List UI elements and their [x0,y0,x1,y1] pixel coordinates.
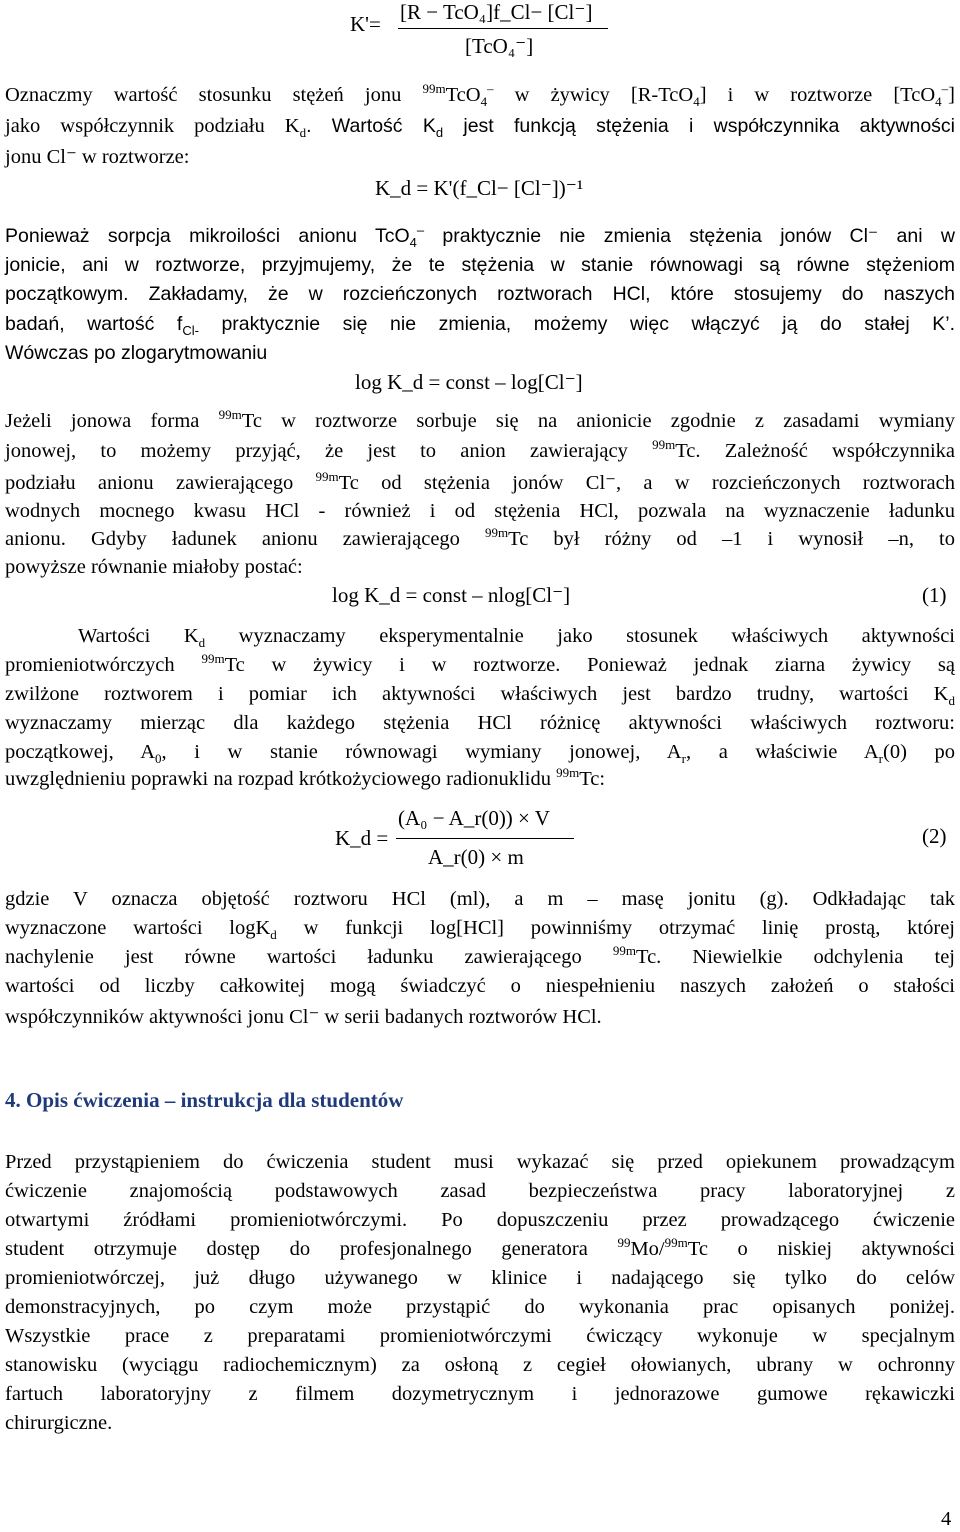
paragraph-6-line-7: Wszystkie prace z preparatami promieniotwórczymi ćwiczący wykonuje w specjalnym [5,1325,955,1347]
equation-number-2: (2) [922,824,947,848]
paragraph-6-line-6: demonstracyjnych, po czym może przystąpić do wykonania prac opisanych poniżej. [5,1296,955,1318]
formula-kd: K_d = K'(f_Cl− [Cl⁻])⁻¹ [375,176,584,200]
paragraph-4-line-3: zwilżone roztworem i pomiar ich aktywności właściwych jest bardzo trudny, wartości $K_d$ [5,683,955,709]
paragraph-4-line-5: początkowej, $A_0$, i w stanie równowagi wymiany jonowej, $A_r$, a właściwie $A_r(0)$ po [5,741,956,767]
paragraph-2-line-5: Wówczas po zlogarytmowaniu [5,342,268,364]
paragraph-4-line-4: wyznaczamy mierząc dla każdego stężenia HCl różnicę aktywności właściwych roztworu: [5,712,955,734]
paragraph-4-line-2: promieniotwórczych $^{99m}$Tc w żywicy i w roztworze. Ponieważ jednak ziarna żywicy są [5,651,955,676]
paragraph-2-line-3-text: początkowym. Zakładamy, że w rozcieńczonych roztworach HCl, które stosujemy do naszych [5,283,955,305]
paragraph-3-line-5: anionu. Gdyby ładunek anionu zawierającego $^{99m}$Tc był różny od –1 i wynosił –n, to [5,525,955,550]
formula-kd2-lhs: K_d = [335,826,389,850]
paragraph-2-line-1: Ponieważ sorpcja mikroilości anionu TcO$_4$– praktycznie nie zmienia stężenia jonów Cl⁻ ani w [5,222,955,250]
fraction-bar-2 [396,838,574,839]
paragraph-5-line-2: wyznaczone wartości logK$_d$ w funkcji log[HCl] powinniśmy otrzymać linię prostą, której [5,917,955,943]
paragraph-3-line-2: jonowej, to możemy przyjąć, że jest to anion zawierający $^{99m}$Tc. Zależność współczynnika [5,437,955,462]
paragraph-4-line-1: Wartości $K_d$ wyznaczamy eksperymentalnie jako stosunek właściwych aktywności [78,625,956,651]
formula-k-prime-denominator: [TcO₄⁻] [465,34,534,58]
paragraph-1-line-3: jonu Cl⁻ w roztworze: [5,146,190,168]
paragraph-1-line-2: jako współczynnik podziału $K_d$. Wartość $K_d$ jest funkcją stężenia i współczynnika aktywności [5,115,956,141]
paragraph-6-line-8: stanowisku (wyciągu radiochemicznym) za osłoną z cegieł ołowianych, ubrany w ochronny [5,1354,955,1376]
paragraph-5-line-3: nachylenie jest równe wartości ładunku zawierającego $^{99m}$Tc. Niewielkie odchylenia tej [5,943,955,968]
formula-log-1: log K_d = const – log[Cl⁻] [355,370,583,394]
paragraph-5-line-1: gdzie V oznacza objętość roztworu HCl (ml), a m – masę jonitu (g). Odkładając tak [5,888,955,910]
formula-k-prime-numerator: [R − TcO₄]f_Cl− [Cl⁻] [400,0,593,24]
paragraph-1-line-1: Oznaczmy wartość stosunku stężeń jonu $^{99m}$TcO$_4$– w żywicy [R-TcO$_4$] i w roztworze [TcO$_4$–] [5,81,955,110]
section-heading: 4. Opis ćwiczenia – instrukcja dla studentów [5,1088,404,1112]
formula-log-2: log K_d = const – nlog[Cl⁻] [332,583,571,607]
formula-kd2-numerator: (A₀ − A_r(0)) × V [398,806,550,830]
paragraph-3-line-6: powyższe równanie miałoby postać: [5,556,303,578]
paragraph-6-line-5: promieniotwórczej, już długo używanego w klinice i nadającego się tylko do celów [5,1267,955,1289]
paragraph-5-line-4: wartości od liczby całkowitej mogą świadczyć o niespełnieniu naszych założeń o stałości [5,975,955,997]
paragraph-2-line-4: badań, wartość $f_{Cl-}$ praktycznie się nie zmienia, możemy więc włączyć ją do stałej K’. [5,313,955,338]
paragraph-5-line-5: współczynników aktywności jonu Cl⁻ w serii badanych roztworów HCl. [5,1006,602,1028]
paragraph-3-line-1: Jeżeli jonowa forma $^{99m}$Tc w roztworze sorbuje się na anionicie zgodnie z zasadami wymiany [5,407,955,432]
paragraph-6-line-3: otwartymi źródłami promieniotwórczymi. Po dopuszczeniu przez prowadzącego ćwiczenie [5,1209,955,1231]
paragraph-6-line-4: student otrzymuje dostęp do profesjonalnego generatora $^{99}$Mo/$^{99m}$Tc o niskiej aktywności [5,1235,955,1260]
page-number: 4 [941,1508,952,1530]
paragraph-6-line-10: chirurgiczne. [5,1412,113,1434]
equation-number-1: (1) [922,583,947,607]
fraction-bar [398,28,608,29]
formula-kd2-denominator: A_r(0) × m [428,845,524,869]
paragraph-2-line-2: jonicie, ani w roztworze, przyjmujemy, że te stężenia w stanie równowagi są równe stężeniom [5,254,955,276]
paragraph-3-line-3: podziału anionu zawierającego $^{99m}$Tc od stężenia jonów Cl⁻, a w rozcieńczonych roztworach [5,469,955,494]
paragraph-6-line-1: Przed przystąpieniem do ćwiczenia student musi wykazać się przed opiekunem prowadzącym [5,1151,955,1173]
paragraph-6-line-9: fartuch laboratoryjny z filmem dozymetrycznym i jednorazowe gumowe rękawiczki [5,1383,955,1405]
paragraph-6-line-2: ćwiczenie znajomością podstawowych zasad bezpieczeństwa pracy laboratoryjnej z [5,1180,955,1202]
formula-k-prime-lhs: K'= [350,12,381,36]
paragraph-3-line-4: wodnych mocnego kwasu HCl - również i od stężenia HCl, pozwala na wyznaczenie ładunku [5,500,955,522]
paragraph-4-line-6: uwzględnieniu poprawki na rozpad krótkożyciowego radionuklidu $^{99m}$Tc: [5,765,606,790]
